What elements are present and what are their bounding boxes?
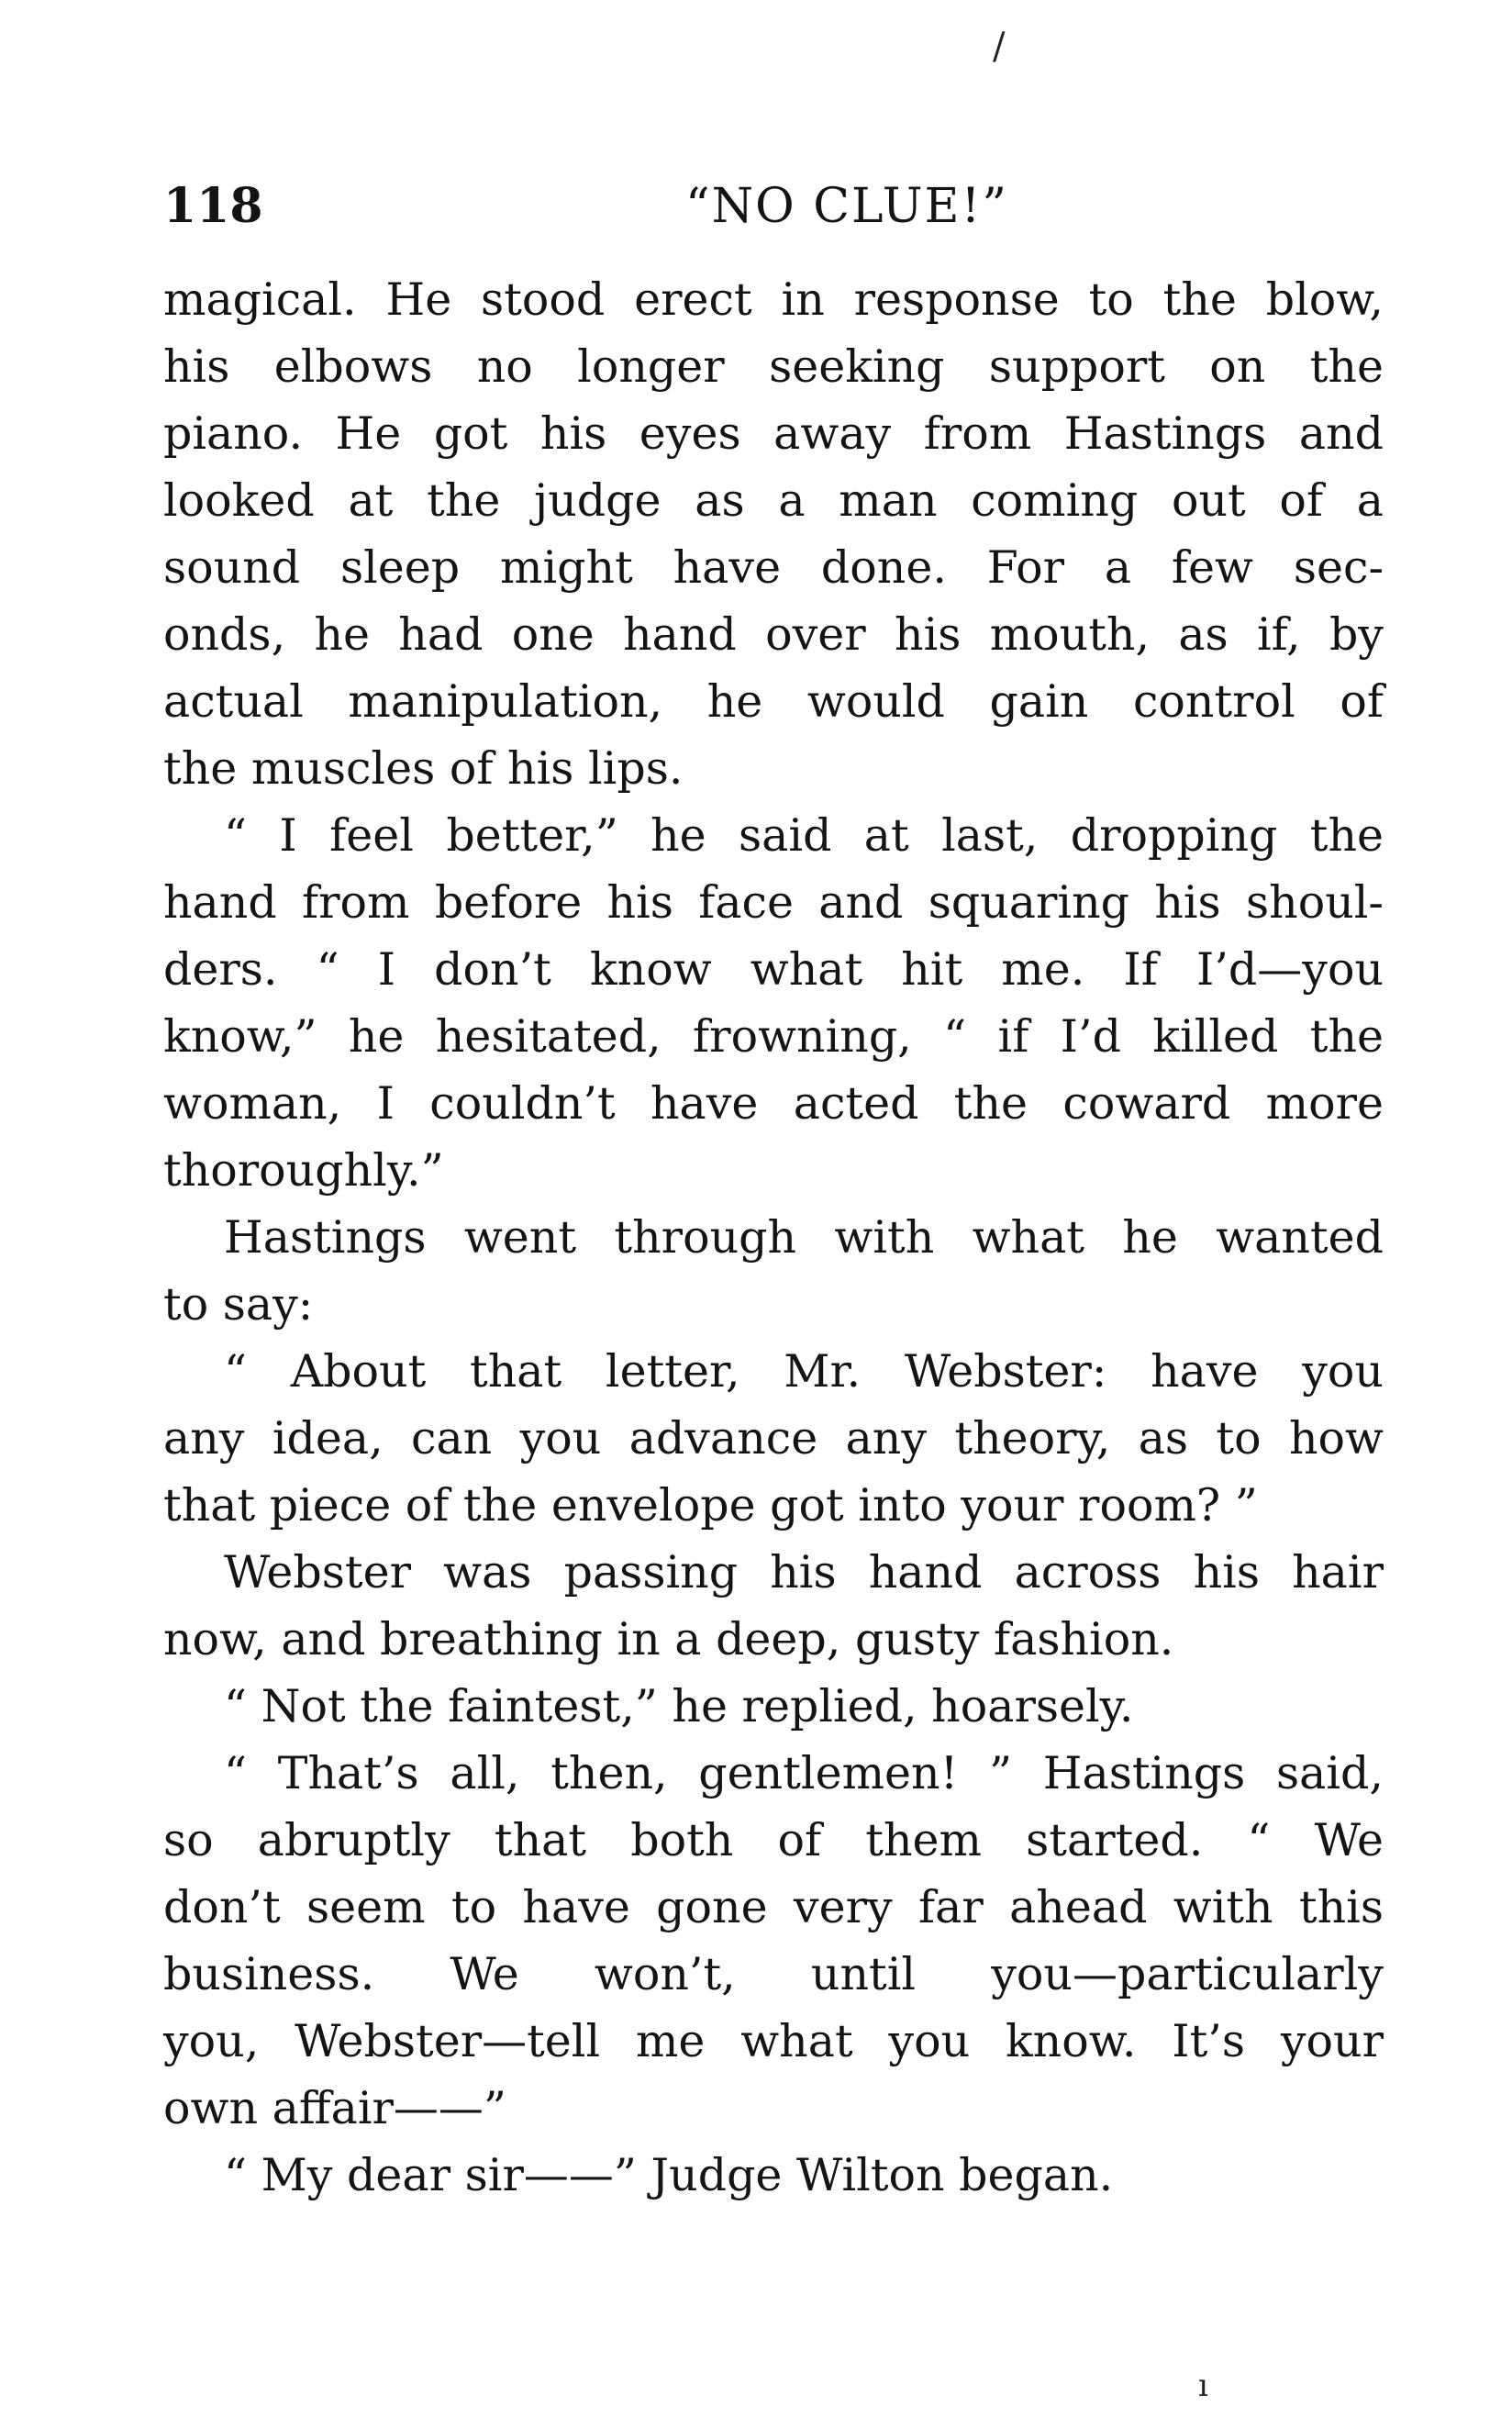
- text-line: thoroughly.”: [163, 1144, 444, 1197]
- text-line: the muscles of his lips.: [163, 742, 684, 795]
- text-line: business. We won’t, until you—particularly: [163, 1948, 1384, 2000]
- text-line: looked at the judge as a man coming out of a: [163, 474, 1384, 527]
- text-line: “ That’s all, then, gentlemen! ” Hastings said,: [224, 1747, 1384, 1799]
- text-line: “ My dear sir——” Judge Wilton began.: [224, 2149, 1114, 2201]
- body-text: [163, 266, 1384, 2209]
- text-line: know,” he hesitated, frowning, “ if I’d killed the: [163, 1010, 1384, 1063]
- text-line: sound sleep might have done. For a few sec-: [163, 541, 1384, 594]
- text-line: woman, I couldn’t have acted the coward more: [163, 1077, 1384, 1130]
- text-line: hand from before his face and squaring his shoul-: [163, 876, 1384, 929]
- text-line: to say:: [163, 1278, 314, 1331]
- text-line: ders. “ I don’t know what hit me. If I’d—you: [163, 943, 1384, 996]
- stray-mark-bottom: ı: [1198, 2367, 1208, 2404]
- text-line: Webster was passing his hand across his hair: [224, 1546, 1384, 1598]
- running-head: [163, 165, 1384, 248]
- text-line: “ About that letter, Mr. Webster: have you: [224, 1345, 1384, 1398]
- text-line: that piece of the envelope got into your room? ”: [163, 1479, 1258, 1531]
- text-line: actual manipulation, he would gain control of: [163, 675, 1384, 728]
- text-line: piano. He got his eyes away from Hastings and: [163, 407, 1384, 460]
- text-line: “ I feel better,” he said at last, dropping the: [224, 809, 1384, 862]
- text-line: so abruptly that both of them started. “ We: [163, 1814, 1384, 1866]
- text-line: onds, he had one hand over his mouth, as if, by: [163, 608, 1384, 661]
- text-line: his elbows no longer seeking support on the: [163, 340, 1384, 393]
- text-line: you, Webster—tell me what you know. It’s your: [163, 2015, 1384, 2067]
- stray-mark-top: /: [993, 26, 1006, 68]
- page-number: 118: [163, 178, 263, 234]
- text-line: magical. He stood erect in response to the blow,: [163, 273, 1384, 326]
- text-line: now, and breathing in a deep, gusty fashion.: [163, 1613, 1174, 1665]
- running-title: “NO CLUE!”: [685, 179, 1008, 234]
- text-line: Hastings went through with what he wanted: [224, 1211, 1384, 1264]
- text-line: “ Not the faintest,” he replied, hoarsely.: [224, 1680, 1134, 1732]
- text-line: own affair——”: [163, 2082, 506, 2134]
- text-line: don’t seem to have gone very far ahead with this: [163, 1881, 1384, 1933]
- text-line: any idea, can you advance any theory, as to how: [163, 1412, 1384, 1465]
